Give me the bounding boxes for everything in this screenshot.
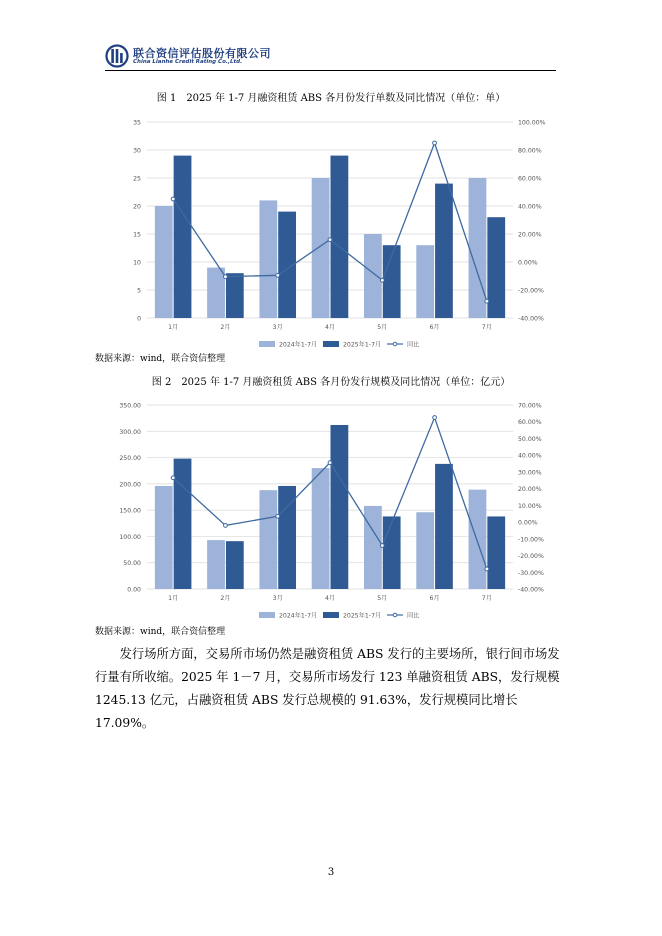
x-tick-label: 2月 <box>220 324 231 331</box>
yoy-point <box>433 141 437 145</box>
bar-series-2025 <box>331 425 349 589</box>
y2-tick-label: -20.00% <box>518 553 544 561</box>
x-tick-label: 4月 <box>324 595 336 602</box>
page-number: 3 <box>327 867 335 878</box>
bar-series-2024 <box>312 178 330 318</box>
figure2-chart <box>95 395 555 623</box>
x-tick-label: 3月 <box>272 324 283 331</box>
bar-series-2025 <box>226 541 244 589</box>
yoy-point <box>380 544 384 548</box>
y-tick-label: 200.00 <box>119 481 141 489</box>
legend-label: 2025年1-7月 <box>343 341 382 349</box>
x-tick-label: 7月 <box>481 324 492 331</box>
legend-label: 2025年1-7月 <box>343 612 382 620</box>
bar-series-2025 <box>174 156 192 318</box>
yoy-point <box>171 476 175 480</box>
bar-series-2025 <box>435 184 453 318</box>
bar-series-2024 <box>207 268 225 318</box>
bar-series-2025 <box>226 273 244 318</box>
bar-series-2024 <box>155 486 173 589</box>
y2-tick-label: 80.00% <box>518 147 542 155</box>
y-tick-label: 25 <box>133 175 141 183</box>
bar-series-2025 <box>383 516 401 589</box>
figure1-chart <box>95 112 555 349</box>
x-tick-label: 1月 <box>168 324 179 331</box>
company-name-cn: 联合资信评估股份有限公司 <box>133 47 271 60</box>
y2-tick-label: -40.00% <box>518 586 544 594</box>
y2-tick-label: -20.00% <box>518 287 544 295</box>
yoy-point <box>485 567 489 571</box>
company-name-en: China Lianhe Credit Rating Co.,Ltd. <box>133 59 243 65</box>
yoy-point <box>485 299 489 303</box>
y-tick-label: 0 <box>137 315 141 323</box>
y2-tick-label: 10.00% <box>518 502 542 510</box>
bar-series-2025 <box>487 217 505 318</box>
legend-swatch <box>323 341 339 347</box>
figure1-caption: 图 1 2025 年 1-7 月融资租赁 ABS 各月份发行单数及同比情况（单位：单） <box>156 93 506 104</box>
y-tick-label: 300.00 <box>119 428 141 436</box>
bar-series-2025 <box>331 156 349 318</box>
y-tick-label: 250.00 <box>119 455 141 463</box>
x-tick-label: 6月 <box>429 324 440 331</box>
y-tick-label: 10 <box>133 259 141 267</box>
y-tick-label: 35 <box>133 119 141 127</box>
bar-series-2024 <box>259 200 277 318</box>
x-tick-label: 5月 <box>377 324 388 331</box>
bar-series-2025 <box>487 516 505 589</box>
legend-swatch <box>323 612 339 618</box>
y-tick-label: 30 <box>133 147 141 155</box>
bar-series-2024 <box>469 178 487 318</box>
bar-series-2024 <box>416 245 434 318</box>
figure2-source: 数据来源：wind，联合资信整理 <box>95 627 226 637</box>
page-header <box>105 44 557 72</box>
header-divider <box>105 70 556 71</box>
yoy-point <box>328 461 332 465</box>
bar-series-2024 <box>259 490 277 589</box>
legend-label: 2024年1-7月 <box>279 612 318 620</box>
legend-label: 同比 <box>407 612 420 620</box>
y-tick-label: 150.00 <box>119 507 141 515</box>
y2-tick-label: 50.00% <box>518 435 542 443</box>
y2-tick-label: 60.00% <box>518 175 542 183</box>
x-tick-label: 3月 <box>272 595 283 602</box>
y2-tick-label: 100.00% <box>518 119 546 127</box>
x-tick-label: 6月 <box>429 595 440 602</box>
bar-series-2024 <box>364 506 382 589</box>
y2-tick-label: -30.00% <box>518 569 544 577</box>
y2-tick-label: 0.00% <box>518 519 538 527</box>
bar-series-2025 <box>435 464 453 589</box>
y2-tick-label: 40.00% <box>518 203 542 211</box>
yoy-point <box>276 514 280 518</box>
bar-series-2024 <box>155 206 173 318</box>
yoy-point <box>224 524 228 528</box>
yoy-point <box>328 238 332 242</box>
legend-label: 同比 <box>407 341 420 349</box>
x-tick-label: 1月 <box>168 595 179 602</box>
legend-label: 2024年1-7月 <box>279 341 318 349</box>
bar-series-2024 <box>312 468 330 589</box>
legend-swatch <box>259 612 275 618</box>
y-tick-label: 20 <box>133 203 141 211</box>
paragraph-text: 发行场所方面，交易所市场仍然是融资租赁 ABS 发行的主要场所，银行间市场发行量有所收缩。2025 年 1－7 月，交易所市场发行 123 单融资租赁 ABS，发行规模 1245.13 亿元，占融资租赁 ABS 发行总规模的 91.63%，发行规模同比增长 17.09%。 <box>95 647 560 730</box>
y2-tick-label: 30.00% <box>518 469 542 477</box>
y-tick-label: 5 <box>137 287 141 295</box>
yoy-point <box>224 275 228 279</box>
bar-series-2024 <box>416 512 434 589</box>
y2-tick-label: -40.00% <box>518 315 544 323</box>
x-tick-label: 5月 <box>377 595 388 602</box>
y2-tick-label: 40.00% <box>518 452 542 460</box>
y-tick-label: 15 <box>133 231 141 239</box>
y-tick-label: 100.00 <box>119 533 141 541</box>
y-tick-label: 50.00 <box>123 560 141 568</box>
yoy-point <box>171 197 175 201</box>
chart-svg <box>95 112 555 349</box>
y2-tick-label: 20.00% <box>518 486 542 494</box>
yoy-point <box>433 416 437 420</box>
yoy-point <box>276 273 280 277</box>
x-tick-label: 4月 <box>324 324 336 331</box>
bar-series-2024 <box>364 234 382 318</box>
x-tick-label: 7月 <box>481 595 492 602</box>
body-paragraph <box>95 643 561 735</box>
yoy-point <box>380 278 384 282</box>
figure2-caption: 图 2 2025 年 1-7 月融资租赁 ABS 各月份发行规模及同比情况（单位：亿元） <box>151 377 511 388</box>
bar-series-2025 <box>278 486 296 589</box>
bar-series-2024 <box>207 540 225 589</box>
chart-svg <box>95 395 555 623</box>
y2-tick-label: 20.00% <box>518 231 542 239</box>
y2-tick-label: 0.00% <box>518 259 538 267</box>
legend-point-marker <box>393 613 397 617</box>
bar-series-2025 <box>174 459 192 589</box>
bar-series-2024 <box>469 490 487 589</box>
y-tick-label: 0.00 <box>127 586 141 594</box>
y2-tick-label: 60.00% <box>518 419 542 427</box>
figure1-source: 数据来源：wind，联合资信整理 <box>95 354 226 364</box>
x-tick-label: 2月 <box>220 595 231 602</box>
legend-point-marker <box>393 342 397 346</box>
y2-tick-label: 70.00% <box>518 402 542 410</box>
y-tick-label: 350.00 <box>119 402 141 410</box>
y2-tick-label: -10.00% <box>518 536 544 544</box>
legend-swatch <box>259 341 275 347</box>
company-logo-icon <box>105 44 129 68</box>
